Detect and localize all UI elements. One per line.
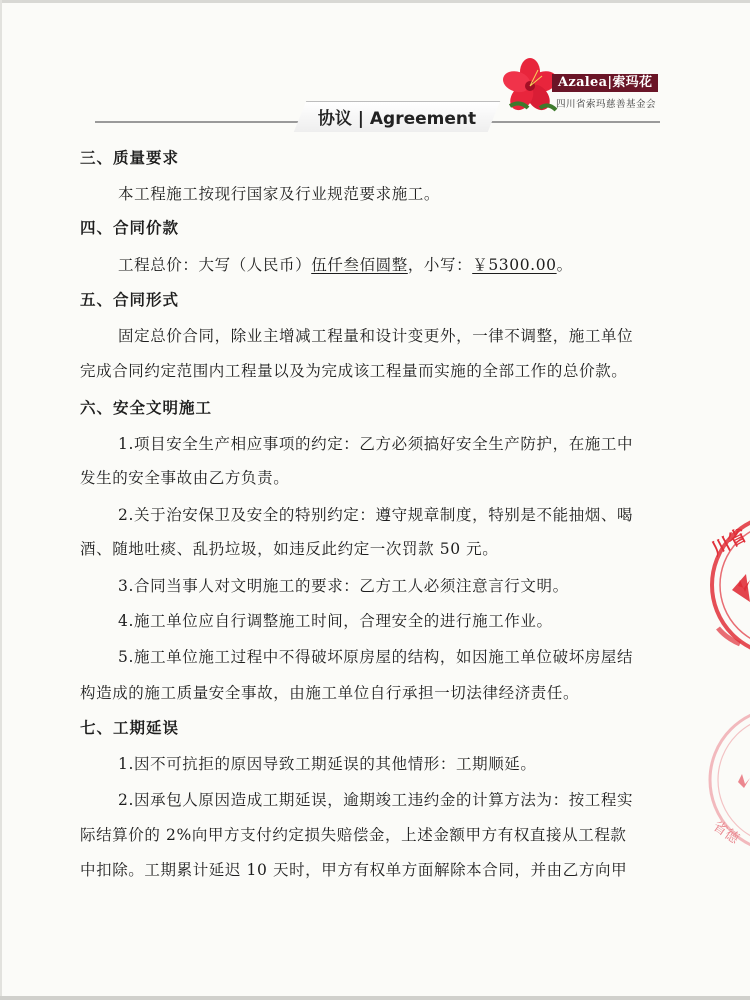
- header-rule-left: [95, 121, 305, 123]
- section-6-item-3: 3.合同当事人对文明施工的要求：乙方工人必须注意言行文明。: [118, 577, 569, 595]
- section-6-heading: 六、安全文明施工: [80, 399, 213, 417]
- section-5-line-1: 固定总价合同，除业主增减工程量和设计变更外，一律不调整，施工单位: [118, 327, 634, 345]
- section-6-item-2-line-2: 酒、随地吐痰、乱扔垃圾，如违反此约定一次罚款 50 元。: [80, 540, 499, 558]
- section-7-heading: 七、工期延误: [80, 719, 180, 737]
- seal-upper-text: 川省: [708, 524, 750, 561]
- section-7-item-2-line-2: 际结算价的 2%向甲方支付约定损失赔偿金，上述金额甲方有权直接从工程款: [80, 826, 627, 844]
- section-4-paragraph: [118, 253, 573, 275]
- price-suffix: 。: [556, 256, 573, 274]
- official-seal-fragment-lower: [698, 700, 750, 860]
- section-3-paragraph: 本工程施工按现行国家及行业规范要求施工。: [118, 185, 441, 203]
- seal-lower-text: 省德: [709, 818, 742, 848]
- section-7-item-2-line-3: 中扣除。工期累计延迟 10 天时，甲方有权单方面解除本合同，并由乙方向甲: [80, 861, 628, 879]
- section-7-item-1: 1.因不可抗拒的原因导致工期延误的其他情形：工期顺延。: [118, 755, 537, 773]
- price-in-words: 伍仟叁佰圆整: [311, 256, 408, 274]
- page-title: 协议 | Agreement: [317, 109, 477, 129]
- section-6-item-2-line-1: 2.关于治安保卫及安全的特别约定：遵守规章制度，特别是不能抽烟、喝: [118, 506, 634, 524]
- official-seal-fragment-upper: [700, 510, 750, 660]
- section-6-item-5-line-1: 5.施工单位施工过程中不得破坏原房屋的结构，如因施工单位破坏房屋结: [118, 648, 634, 666]
- brand-name: Azalea|索玛花: [552, 74, 658, 92]
- price-mid: ，小写：: [407, 256, 473, 274]
- foundation-logo: [500, 56, 672, 116]
- scan-edge-left: [0, 0, 2, 1000]
- section-6-item-1-line-2: 发生的安全事故由乙方负责。: [80, 469, 290, 487]
- section-6-item-1-line-1: 1.项目安全生产相应事项的约定：乙方必须搞好安全生产防护，在施工中: [118, 435, 634, 453]
- section-3-heading: 三、质量要求: [80, 149, 180, 167]
- scan-edge-top: [0, 0, 750, 3]
- section-6-item-4: 4.施工单位应自行调整施工时间，合理安全的进行施工作业。: [118, 612, 553, 630]
- header-rule-right: [490, 121, 660, 123]
- brand-subtitle: 四川省索玛慈善基金会: [556, 99, 657, 110]
- price-in-figures: ￥5300.00: [472, 256, 557, 274]
- section-4-heading: 四、合同价款: [80, 219, 180, 237]
- section-6-item-5-line-2: 构造成的施工质量安全事故，由施工单位自行承担一切法律经济责任。: [80, 684, 580, 702]
- section-7-item-2-line-1: 2.因承包人原因造成工期延误，逾期竣工违约金的计算方法为：按工程实: [118, 791, 634, 809]
- section-5-line-2: 完成合同约定范围内工程量以及为完成该工程量而实施的全部工作的总价款。: [80, 362, 628, 380]
- price-prefix: 工程总价：大写（人民币）: [118, 256, 312, 274]
- section-5-heading: 五、合同形式: [80, 291, 180, 309]
- scan-edge-bottom: [0, 996, 750, 1000]
